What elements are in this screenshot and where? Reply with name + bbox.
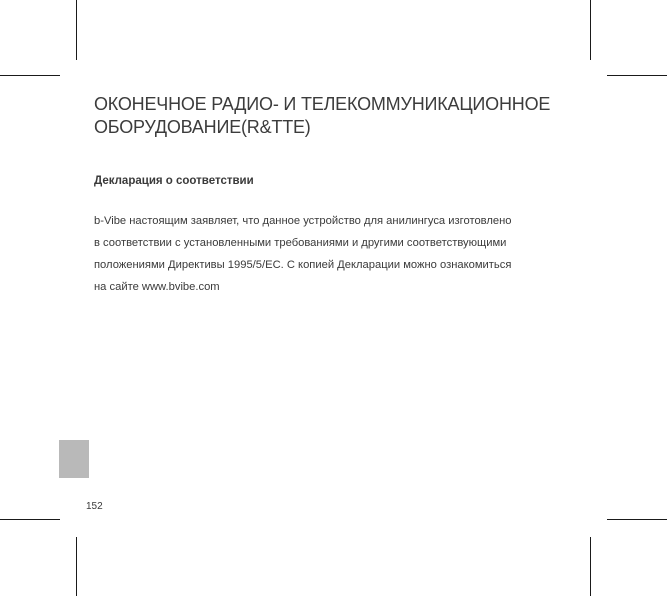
crop-mark-bottom-right-horizontal (607, 519, 667, 520)
section-tab-marker (59, 440, 89, 478)
title-line-2: ОБОРУДОВАНИЕ(R&TTE) (94, 117, 311, 137)
body-line: на сайте www.bvibe.com (94, 281, 220, 293)
body-line: положениями Директивы 1995/5/ЕС. С копией Декларации можно ознакомиться (94, 259, 512, 271)
crop-mark-bottom-right-vertical (590, 537, 591, 596)
section-heading: Декларация о соответствии (94, 175, 254, 187)
crop-mark-bottom-left-vertical (76, 537, 77, 596)
crop-mark-bottom-left-horizontal (0, 519, 60, 520)
crop-mark-top-right-horizontal (607, 75, 667, 76)
crop-mark-top-left-horizontal (0, 75, 60, 76)
title-line-1: ОКОНЕЧНОЕ РАДИО- И ТЕЛЕКОММУНИКАЦИОННОЕ (94, 94, 551, 114)
crop-mark-top-right-vertical (590, 0, 591, 60)
page-number: 152 (86, 501, 103, 512)
body-line: в соответствии с установленными требованиями и другими соответствующими (94, 237, 507, 249)
page-title (94, 93, 614, 139)
crop-mark-top-left-vertical (76, 0, 77, 60)
body-paragraph (94, 210, 574, 298)
body-line: b-Vibe настоящим заявляет, что данное устройство для анилингуса изготовлено (94, 215, 512, 227)
